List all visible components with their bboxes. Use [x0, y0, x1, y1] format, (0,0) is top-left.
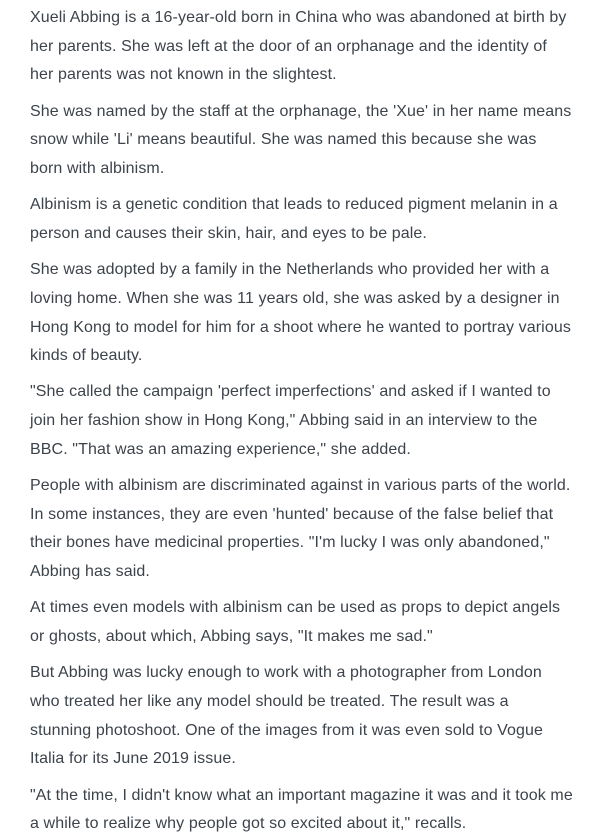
paragraph-campaign-quote: "She called the campaign 'perfect imperfections' and asked if I wanted to join her fashion show in Hong Kong," Abbing said in an interview to the BBC. "That was an amazing experience," she added.: [30, 383, 551, 458]
paragraph-adoption: She was adopted by a family in the Netherlands who provided her with a loving home. When she was 11 years old, she was asked by a designer in Hong Kong to model for him for a shoot where he wanted to portray various kinds of beauty.: [30, 261, 571, 365]
paragraph-discrimination: People with albinism are discriminated against in various parts of the world. In some instances, they are even 'hunted' because of the false belief that their bones have medicinal properties. "I'm lucky I was only abandoned," Abbing has said.: [30, 477, 571, 581]
paragraph-naming: She was named by the staff at the orphanage, the 'Xue' in her name means snow while 'Li' means beautiful. She was named this because she was born with albinism.: [30, 102, 572, 178]
paragraph-intro: Xueli Abbing is a 16-year-old born in China who was abandoned at birth by her parents. She was left at the door of an orphanage and the identity of her parents was not known in the slightest.: [30, 9, 567, 84]
paragraph-photographer: But Abbing was lucky enough to work with a photographer from London who treated her like any model should be treated. The result was a stunning photoshoot. One of the images from it was even sold to Vogue Italia for its June 2019 issue.: [30, 664, 543, 768]
paragraph-vogue-quote: "At the time, I didn't know what an important magazine it was and it took me a while to realize why people got so excited about it," recalls.: [30, 786, 573, 833]
paragraph-albinism-definition: Albinism is a genetic condition that leads to reduced pigment melanin in a person and causes their skin, hair, and eyes to be pale.: [30, 196, 558, 242]
paragraph-props-quote: At times even models with albinism can be used as props to depict angels or ghosts, about which, Abbing says, "It makes me sad.": [30, 599, 561, 646]
